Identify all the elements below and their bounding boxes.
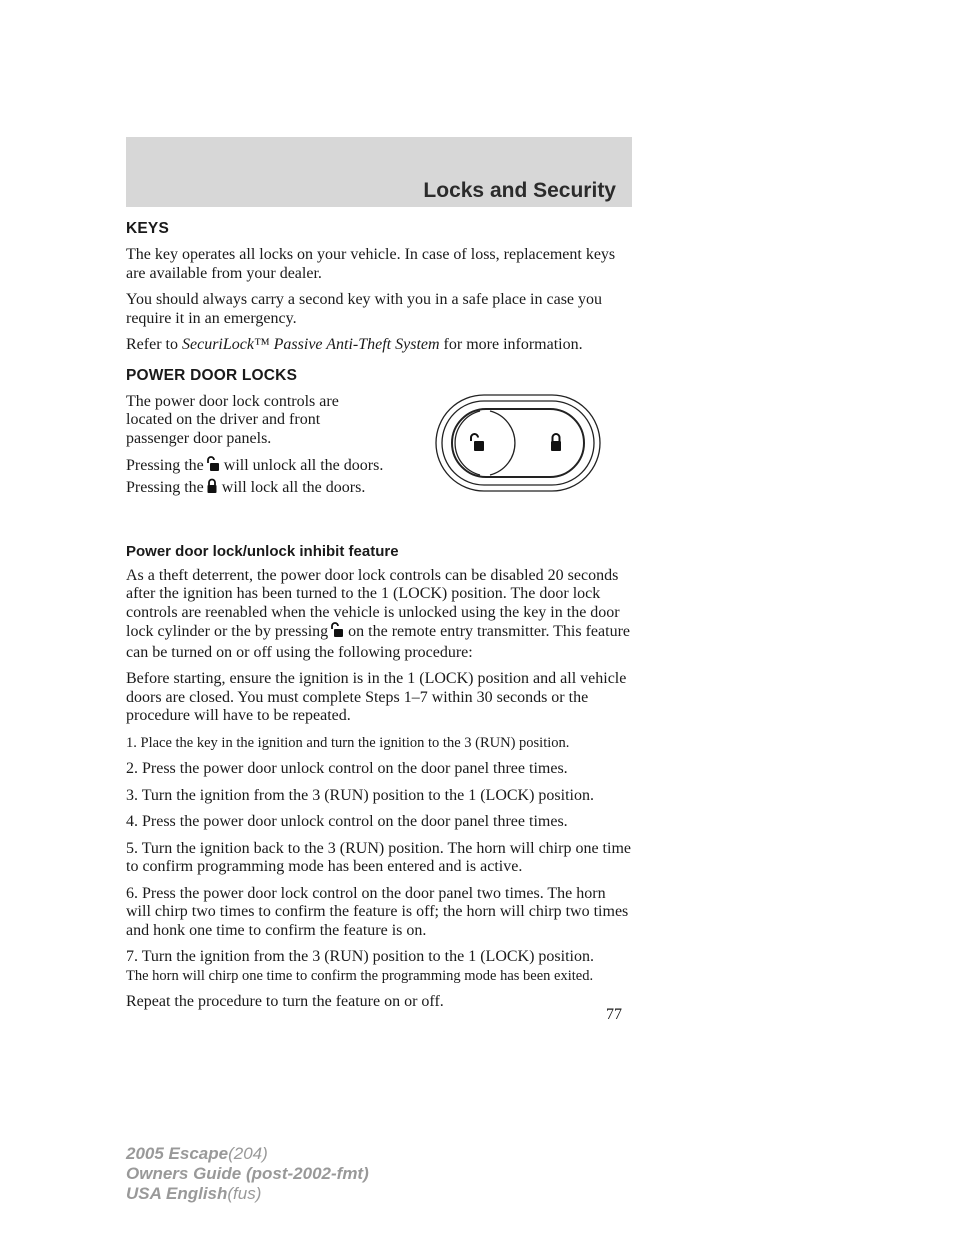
step-2: 2. Press the power door unlock control on the door panel three times. (126, 760, 568, 777)
keys-p3-prefix: Refer to (126, 336, 182, 353)
unlock-icon (330, 622, 344, 644)
step-3: 3. Turn the ignition from the 3 (RUN) position to the 1 (LOCK) position. (126, 786, 594, 804)
step-6: 6. Press the power door lock control on the door panel two times. The horn will chirp two times to confirm the feature is off; the horn will chirp two times and honk one time to confirm the feature is on. (126, 884, 629, 939)
pdl-p2-a: Pressing the (126, 457, 204, 474)
keys-paragraph-3 (126, 336, 632, 355)
keys-paragraph-2: You should always carry a second key with you in a safe place in case you require it in an emergency. (126, 291, 603, 327)
pdl-p2-b: will unlock all the doors. Pressing the (126, 457, 384, 496)
header-bar (126, 137, 632, 207)
footer-line-3 (126, 1184, 369, 1204)
step-7-note: The horn will chirp one time to confirm the programming mode has been exited. (126, 967, 594, 984)
unlock-icon (206, 456, 220, 478)
document-footer (126, 1144, 369, 1204)
footer-language: USA English (126, 1184, 228, 1203)
inhibit-paragraph-2: Before starting, ensure the ignition is in the 1 (LOCK) position and all vehicle doors are closed. You must complete Steps 1–7 within 30 seconds or the procedure will have to be repeated. (126, 670, 627, 724)
unlock-button-icon (471, 434, 484, 451)
page-content (126, 220, 632, 1020)
keys-paragraph-1: The key operates all locks on your vehicle. In case of loss, replacement keys are available from your dealer. (126, 246, 616, 282)
lock-button-icon (551, 434, 561, 451)
footer-line-1 (126, 1144, 369, 1164)
step-5: 5. Turn the ignition back to the 3 (RUN) position. The horn will chirp one time to confirm programming mode has been entered and is active. (126, 839, 631, 875)
pdl-paragraph-2 (126, 456, 386, 500)
step-1: 1. Place the key in the ignition and turn the ignition to the 3 (RUN) position. (126, 734, 570, 751)
footer-model: 2005 Escape (126, 1144, 229, 1163)
pdl-paragraph-1: The power door lock controls are located on the driver and front passenger door panels. (126, 392, 339, 447)
step-7-text: 7. Turn the ignition from the 3 (RUN) position to the 1 (LOCK) position. (126, 948, 594, 965)
door-lock-switch-illustration (434, 389, 604, 504)
footer-language-code: (fus) (227, 1184, 262, 1203)
repeat-instruction: Repeat the procedure to turn the feature on or off. (126, 993, 444, 1010)
inhibit-paragraph-1 (126, 567, 632, 663)
keys-p3-suffix: for more information. (439, 336, 583, 353)
page-number: 77 (606, 1006, 622, 1023)
securilock-reference: SecuriLock™ Passive Anti-Theft System (181, 336, 440, 353)
inhibit-p1-b: on the remote entry transmitter. This feature can be turned on or off using the following procedure: (126, 623, 631, 661)
inhibit-p1-a: As a theft deterrent, the power door lock controls can be disabled 20 seconds after the ignition has been turned to the 1 (LOCK) position. The door lock controls are reenabled when the vehicle is unlocked using the key in the door lock cylinder or the by pressing (126, 566, 620, 640)
lock-icon (206, 478, 218, 500)
keys-heading: KEYS (126, 220, 170, 237)
footer-guide: Owners Guide (post-2002-fmt) (126, 1164, 369, 1183)
power-door-locks-text (126, 393, 386, 509)
pdl-p2-c: will lock all the doors. (221, 479, 366, 496)
power-door-locks-section (126, 393, 632, 543)
section-title: Locks and Security (423, 179, 616, 202)
footer-model-code: (204) (228, 1144, 268, 1163)
step-4: 4. Press the power door unlock control on the door panel three times. (126, 813, 568, 830)
step-7 (126, 948, 632, 985)
power-door-locks-heading: POWER DOOR LOCKS (126, 366, 298, 384)
footer-line-2 (126, 1164, 369, 1184)
inhibit-feature-heading: Power door lock/unlock inhibit feature (126, 542, 399, 560)
